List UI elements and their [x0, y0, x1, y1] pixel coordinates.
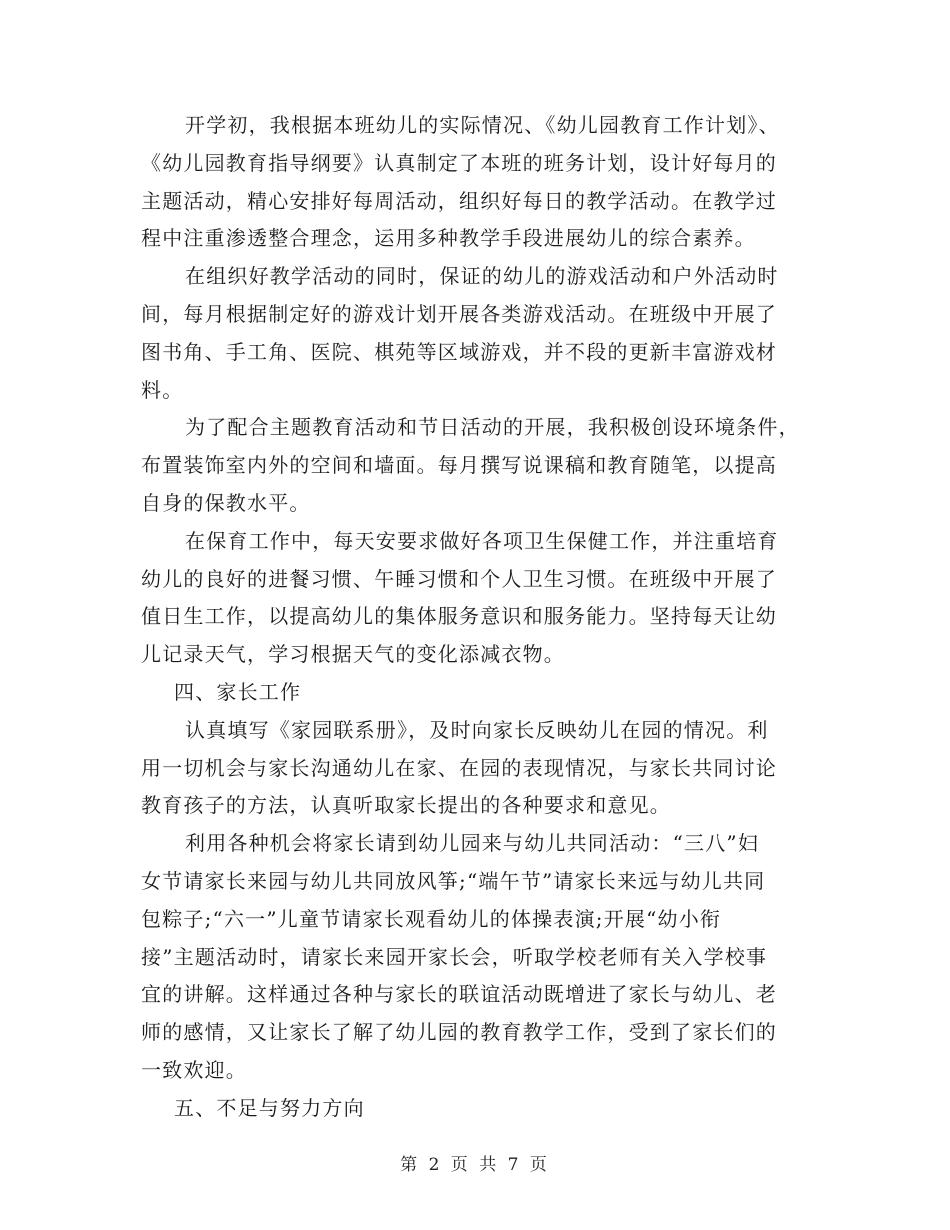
paragraph-line: 《幼儿园教育指导纲要》认真制定了本班的班务计划，设计好每月的: [141, 150, 777, 175]
page-number-footer: 第 2 页 共 7 页: [400, 1155, 550, 1175]
paragraph-line: 为了配合主题教育活动和节日活动的开展，我积极创设环境条件，: [185, 415, 800, 440]
paragraph-line: 在保育工作中，每天安要求做好各项卫生保健工作，并注重培育: [185, 528, 779, 553]
section-heading: 五、不足与努力方向: [174, 1095, 365, 1120]
paragraph-line: 包粽子;“六一”儿童节请家长观看幼儿的体操表演;开展“幼小衔: [141, 906, 722, 931]
paragraph-line: 布置装饰室内外的空间和墙面。每月撰写说课稿和教育随笔，以提高: [141, 453, 777, 478]
paragraph-line: 幼儿的良好的进餐习惯、午睡习惯和个人卫生习惯。在班级中开展了: [141, 566, 777, 591]
paragraph-line: 值日生工作，以提高幼儿的集体服务意识和服务能力。坚持每天让幼: [141, 604, 777, 629]
paragraph-line: 用一切机会与家长沟通幼儿在家、在园的表现情况，与家长共同讨论: [141, 755, 777, 780]
paragraph-line: 间，每月根据制定好的游戏计划开展各类游戏活动。在班级中开展了: [141, 301, 777, 326]
paragraph-line: 自身的保教水平。: [141, 490, 311, 515]
paragraph-line: 女节请家长来园与幼儿共同放风筝;“端午节”请家长来远与幼儿共同: [141, 868, 766, 893]
paragraph-line: 宜的讲解。这样通过各种与家长的联谊活动既增进了家长与幼儿、老: [141, 982, 777, 1007]
paragraph-line: 利用各种机会将家长请到幼儿园来与幼儿共同活动：“三八”妇: [185, 831, 760, 856]
paragraph-line: 接”主题活动时，请家长来园开家长会，听取学校老师有关入学校事: [141, 944, 768, 969]
paragraph-line: 图书角、手工角、医院、棋苑等区域游戏，并不段的更新丰富游戏材: [141, 339, 777, 364]
paragraph-line: 教育孩子的方法，认真听取家长提出的各种要求和意见。: [141, 793, 671, 818]
paragraph-line: 程中注重渗透整合理念，运用多种教学手段进展幼儿的综合素养。: [141, 226, 756, 251]
paragraph-line: 料。: [141, 377, 184, 402]
section-heading: 四、家长工作: [174, 679, 302, 704]
paragraph-line: 认真填写《家园联系册》，及时向家长反映幼儿在园的情况。利: [185, 717, 769, 742]
paragraph-line: 师的感情，又让家长了解了幼儿园的教育教学工作，受到了家长们的: [141, 1020, 777, 1045]
paragraph-line: 一致欢迎。: [141, 1057, 247, 1082]
paragraph-line: 儿记录天气，学习根据天气的变化添减衣物。: [141, 642, 565, 667]
document-body: [141, 107, 813, 1128]
paragraph-line: 在组织好教学活动的同时，保证的幼儿的游戏活动和户外活动时: [185, 264, 779, 289]
paragraph-line: 主题活动，精心安排好每周活动，组织好每日的教学活动。在教学过: [141, 188, 777, 213]
paragraph-line: 开学初，我根据本班幼儿的实际情况、《幼儿园教育工作计划》、: [185, 113, 780, 137]
